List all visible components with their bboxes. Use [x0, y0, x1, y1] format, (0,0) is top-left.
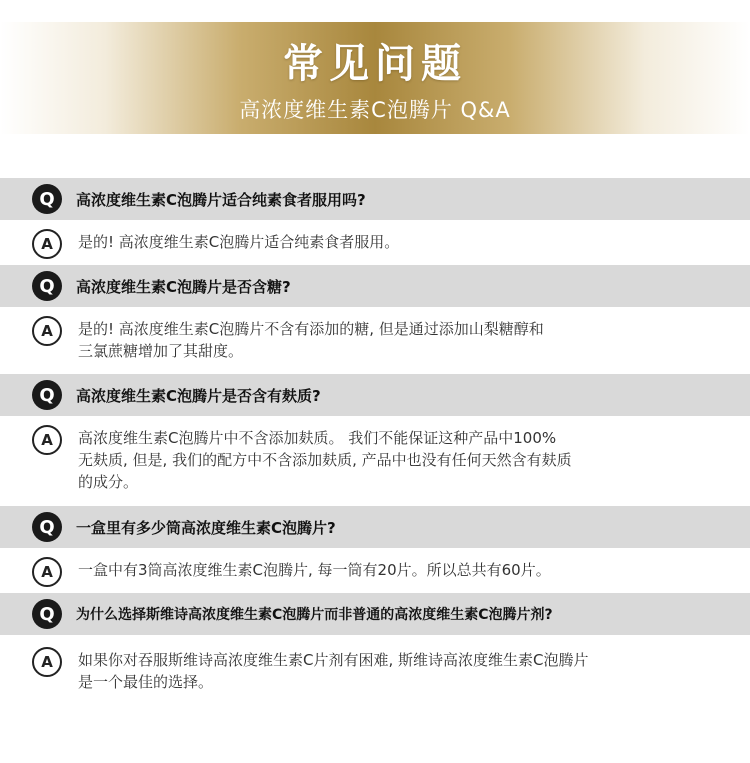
faq-question [0, 374, 750, 416]
question-icon: Q [32, 380, 62, 410]
faq-answer [0, 635, 750, 702]
faq-answer [0, 307, 750, 374]
faq-answer [0, 548, 750, 593]
question-text: 高浓度维生素C泡腾片是否含糖? [76, 277, 291, 296]
answer-icon: A [32, 229, 62, 259]
faq-answer [0, 416, 750, 506]
answer-line: 无麸质, 但是, 我们的配方中不含添加麸质, 产品中也没有任何天然含有麸质 [78, 451, 572, 469]
answer-text [78, 645, 589, 702]
answer-text [78, 314, 544, 374]
answer-line: 的成分。 [78, 473, 139, 491]
answer-line: 是的! 高浓度维生素C泡腾片不含有添加的糖, 但是通过添加山梨糖醇和 [78, 320, 544, 338]
faq-list [0, 178, 750, 702]
faq-question [0, 265, 750, 307]
answer-icon: A [32, 425, 62, 455]
answer-icon: A [32, 647, 62, 677]
answer-line: 如果你对吞服斯维诗高浓度维生素C片剂有困难, 斯维诗高浓度维生素C泡腾片 [78, 651, 589, 669]
answer-icon: A [32, 557, 62, 587]
question-text: 一盒里有多少筒高浓度维生素C泡腾片? [76, 518, 336, 537]
page-subtitle: 高浓度维生素C泡腾片 Q&A [239, 98, 511, 122]
answer-icon: A [32, 316, 62, 346]
question-icon: Q [32, 599, 62, 629]
question-icon: Q [32, 184, 62, 214]
question-text: 高浓度维生素C泡腾片适合纯素食者服用吗? [76, 190, 366, 209]
answer-line: 是一个最佳的选择。 [78, 673, 214, 691]
faq-question [0, 506, 750, 548]
answer-text [78, 555, 551, 593]
question-icon: Q [32, 512, 62, 542]
answer-text [78, 227, 399, 265]
question-icon: Q [32, 271, 62, 301]
answer-line: 一盒中有3筒高浓度维生素C泡腾片, 每一筒有20片。所以总共有60片。 [78, 561, 551, 579]
faq-question [0, 178, 750, 220]
answer-line: 是的! 高浓度维生素C泡腾片适合纯素食者服用。 [78, 233, 400, 251]
faq-banner [0, 22, 750, 134]
question-text: 高浓度维生素C泡腾片是否含有麸质? [76, 386, 321, 405]
question-text: 为什么选择斯维诗高浓度维生素C泡腾片而非普通的高浓度维生素C泡腾片剂? [76, 607, 553, 623]
faq-answer [0, 220, 750, 265]
answer-text [78, 423, 572, 506]
answer-line: 高浓度维生素C泡腾片中不含添加麸质。 我们不能保证这种产品中100% [78, 429, 557, 447]
answer-line: 三氯蔗糖增加了其甜度。 [78, 342, 244, 360]
page-title: 常见问题 [283, 40, 467, 87]
faq-question [0, 593, 750, 635]
